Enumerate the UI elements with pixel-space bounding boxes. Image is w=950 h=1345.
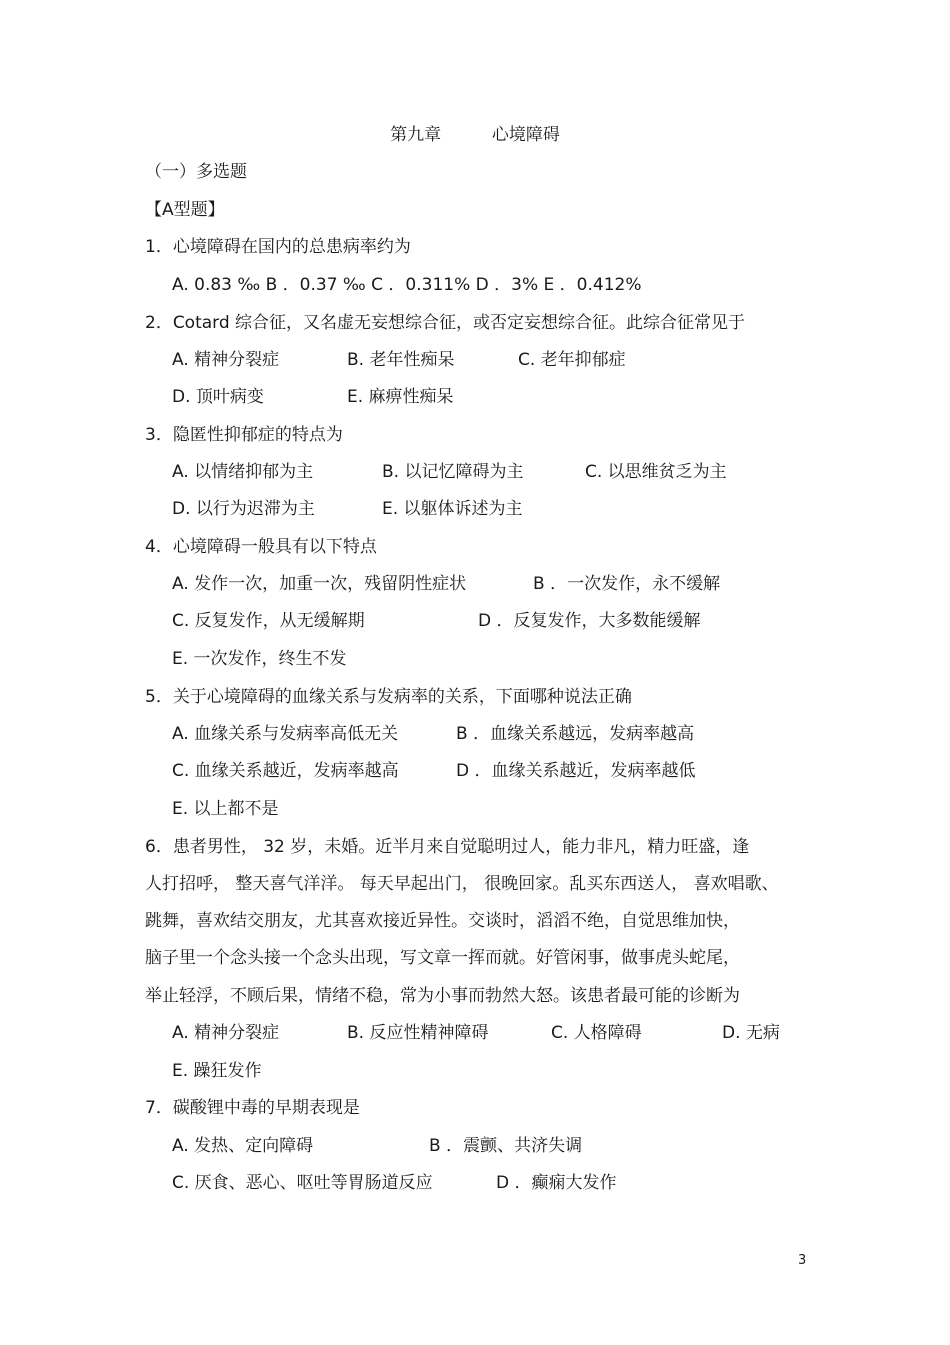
option-text: A. 以情绪抑郁为主 bbox=[172, 462, 314, 482]
chapter-title bbox=[0, 124, 950, 146]
option-text: A. 发作一次，加重一次，残留阴性症状 bbox=[172, 574, 467, 594]
option-text: A. 精神分裂症 bbox=[172, 350, 280, 370]
option-text: B. 以记忆障碍为主 bbox=[382, 462, 524, 482]
question-text: 3．隐匿性抑郁症的特点为 bbox=[145, 425, 343, 445]
option-text: D ．血缘关系越近，发病率越低 bbox=[456, 761, 696, 781]
option-text: D ．癫痫大发作 bbox=[496, 1173, 617, 1193]
question-text: 6．患者男性， 32 岁，未婚。近半月来自觉聪明过人，能力非凡，精力旺盛，逢 bbox=[145, 837, 750, 857]
option-text: D. 顶叶病变 bbox=[172, 387, 264, 407]
option-text: D. 以行为迟滞为主 bbox=[172, 499, 315, 519]
question-text: 5．关于心境障碍的血缘关系与发病率的关系，下面哪种说法正确 bbox=[145, 687, 632, 707]
option-text: B ．震颤、共济失调 bbox=[429, 1136, 583, 1156]
chapter-number: 第九章 bbox=[390, 125, 442, 145]
option-text: B. 老年性痴呆 bbox=[347, 350, 455, 370]
option-text: 跳舞，喜欢结交朋友，尤其喜欢接近异性。交谈时，滔滔不绝，自觉思维加快， bbox=[145, 911, 740, 931]
option-text: C. 反复发作，从无缓解期 bbox=[172, 611, 365, 631]
option-text: A. 血缘关系与发病率高低无关 bbox=[172, 724, 399, 744]
option-text: C. 老年抑郁症 bbox=[518, 350, 626, 370]
question-text: 2．Cotard 综合征，又名虚无妄想综合征，或否定妄想综合征。此综合征常见于 bbox=[145, 313, 746, 333]
option-text: C. 人格障碍 bbox=[551, 1023, 642, 1043]
option-text: A. 0.83 ‰ B ．0.37 ‰ C ．0.311% D ．3% E ．0.412% bbox=[172, 275, 642, 295]
option-text: A. 精神分裂症 bbox=[172, 1023, 280, 1043]
question-text: 7．碳酸锂中毒的早期表现是 bbox=[145, 1098, 360, 1118]
option-text: C. 厌食、恶心、呕吐等胃肠道反应 bbox=[172, 1173, 433, 1193]
option-text: C. 血缘关系越近，发病率越高 bbox=[172, 761, 399, 781]
chapter-name: 心境障碍 bbox=[491, 125, 560, 145]
option-text: 人打招呼， 整天喜气洋洋。 每天早起出门， 很晚回家。乱买东西送人， 喜欢唱歌、 bbox=[145, 874, 779, 894]
option-text: E. 麻痹性痴呆 bbox=[347, 387, 454, 407]
question-text: 1．心境障碍在国内的总患病率约为 bbox=[145, 237, 411, 257]
option-text: E. 躁狂发作 bbox=[172, 1061, 262, 1081]
section-heading: （一）多选题 bbox=[145, 162, 247, 182]
option-text: C. 以思维贫乏为主 bbox=[585, 462, 727, 482]
option-text: D ．反复发作，大多数能缓解 bbox=[478, 611, 701, 631]
option-text: 脑子里一个念头接一个念头出现，写文章一挥而就。好管闲事，做事虎头蛇尾， bbox=[145, 948, 740, 968]
option-text: B ．血缘关系越远，发病率越高 bbox=[456, 724, 695, 744]
option-text: D. 无病 bbox=[722, 1023, 780, 1043]
option-text: B ．一次发作，永不缓解 bbox=[533, 574, 721, 594]
option-text: 举止轻浮，不顾后果，情绪不稳，常为小事而勃然大怒。该患者最可能的诊断为 bbox=[145, 986, 740, 1006]
question-text: 4．心境障碍一般具有以下特点 bbox=[145, 537, 377, 557]
option-text: E. 以上都不是 bbox=[172, 799, 279, 819]
option-text: B. 反应性精神障碍 bbox=[347, 1023, 489, 1043]
option-text: E. 以躯体诉述为主 bbox=[382, 499, 523, 519]
page-number: 3 bbox=[798, 1253, 807, 1268]
subsection-heading: 【A型题】 bbox=[145, 200, 225, 220]
option-text: A. 发热、定向障碍 bbox=[172, 1136, 314, 1156]
option-text: E. 一次发作，终生不发 bbox=[172, 649, 347, 669]
